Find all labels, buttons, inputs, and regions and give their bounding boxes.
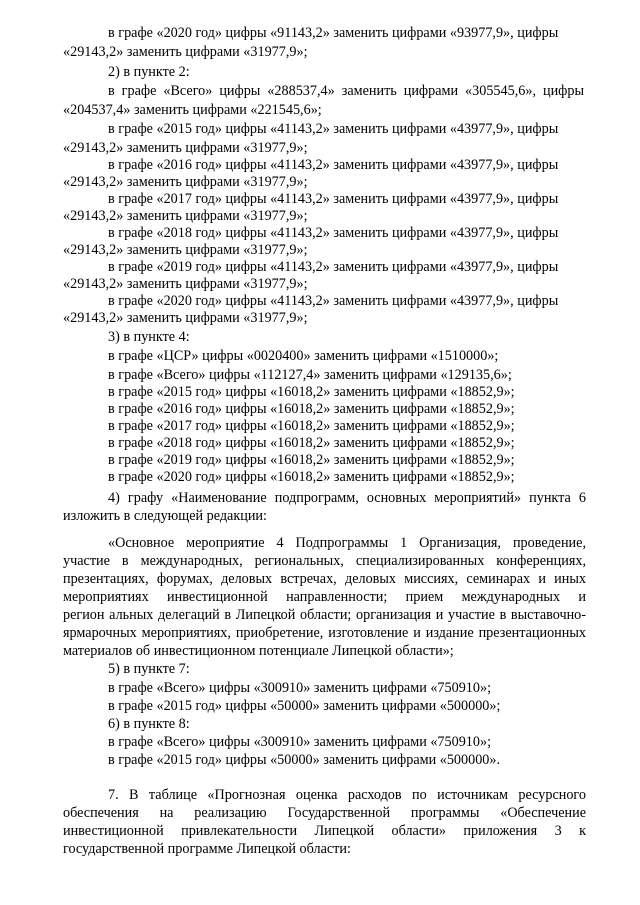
text-line: в графе «2017 год» цифры «41143,2» заменить цифрами «43977,9», цифры [108,191,559,207]
text-line: «29143,2» заменить цифрами «31977,9»; [63,276,308,292]
text-line: в графе «2019 год» цифры «41143,2» заменить цифрами «43977,9», цифры [108,259,559,275]
text-line: инвестиционной привлекательности Липецкой области» приложения 3 к [63,823,586,839]
text-line: в графе «2019 год» цифры «16018,2» заменить цифрами «18852,9»; [108,452,515,468]
text-line: в графе «2017 год» цифры «16018,2» заменить цифрами «18852,9»; [108,418,515,434]
text-line: «29143,2» заменить цифрами «31977,9»; [63,208,308,224]
text-line: государственной программе Липецкой области: [63,841,351,857]
text-line: в графе «ЦСР» цифры «0020400» заменить цифрами «1510000»; [108,348,499,364]
text-line: в графе «2018 год» цифры «41143,2» заменить цифрами «43977,9», цифры [108,225,559,241]
text-line: в графе «2018 год» цифры «16018,2» заменить цифрами «18852,9»; [108,435,515,451]
text-line: «29143,2» заменить цифрами «31977,9»; [63,140,308,156]
text-line: изложить в следующей редакции: [63,508,267,524]
text-line: в графе «2015 год» цифры «41143,2» заменить цифрами «43977,9», цифры [108,121,559,137]
text-line: в графе «Всего» цифры «288537,4» заменить цифрами «305545,6», цифры [108,83,584,99]
text-line: в графе «2020 год» цифры «41143,2» заменить цифрами «43977,9», цифры [108,293,559,309]
text-line: презентациях, форумах, деловых встречах, деловых миссиях, семинарах и иных [63,571,586,587]
text-line: в графе «Всего» цифры «300910» заменить цифрами «750910»; [108,680,492,696]
text-line: 7. В таблице «Прогнозная оценка расходов по источникам ресурсного [108,787,586,803]
text-line: «204537,4» заменить цифрами «221545,6»; [63,102,322,118]
text-line: ярмарочных мероприятиях, приобретение, изготовление и издание презентационных [63,625,586,641]
text-line: «29143,2» заменить цифрами «31977,9»; [63,174,308,190]
text-line: участие в международных, региональных, специализированных конференциях, [63,553,586,569]
text-line: «Основное мероприятие 4 Подпрограммы 1 Организация, проведение, [108,535,586,551]
text-line: 3) в пункте 4: [108,329,190,345]
text-line: регион альных делегаций в Липецкой области; организация и участие в выставочно- [63,607,586,623]
text-line: 5) в пункте 7: [108,661,190,677]
text-line: «29143,2» заменить цифрами «31977,9»; [63,44,308,60]
text-line: в графе «2015 год» цифры «50000» заменить цифрами «500000». [108,752,501,768]
text-line: в графе «2016 год» цифры «16018,2» заменить цифрами «18852,9»; [108,401,515,417]
text-line: в графе «2015 год» цифры «50000» заменить цифрами «500000»; [108,698,501,714]
text-line: в графе «2016 год» цифры «41143,2» заменить цифрами «43977,9», цифры [108,157,559,173]
text-line: обеспечения на реализацию Государственной программы «Обеспечение [63,805,586,821]
text-line: 4) графу «Наименование подпрограмм, основных мероприятий» пункта 6 [108,490,586,506]
text-line: «29143,2» заменить цифрами «31977,9»; [63,242,308,258]
text-line: в графе «Всего» цифры «300910» заменить цифрами «750910»; [108,734,492,750]
text-line: 2) в пункте 2: [108,64,190,80]
text-line: в графе «2020 год» цифры «16018,2» заменить цифрами «18852,9»; [108,469,515,485]
text-line: в графе «2015 год» цифры «16018,2» заменить цифрами «18852,9»; [108,384,515,400]
text-line: в графе «2020 год» цифры «91143,2» заменить цифрами «93977,9», цифры [108,25,559,41]
text-line: «29143,2» заменить цифрами «31977,9»; [63,310,308,326]
text-line: 6) в пункте 8: [108,716,190,732]
text-line: мероприятиях инвестиционной направленности; прием международных и [63,589,586,605]
text-line: материалов об инвестиционном потенциале Липецкой области»; [63,643,454,659]
text-line: в графе «Всего» цифры «112127,4» заменить цифрами «129135,6»; [108,367,512,383]
